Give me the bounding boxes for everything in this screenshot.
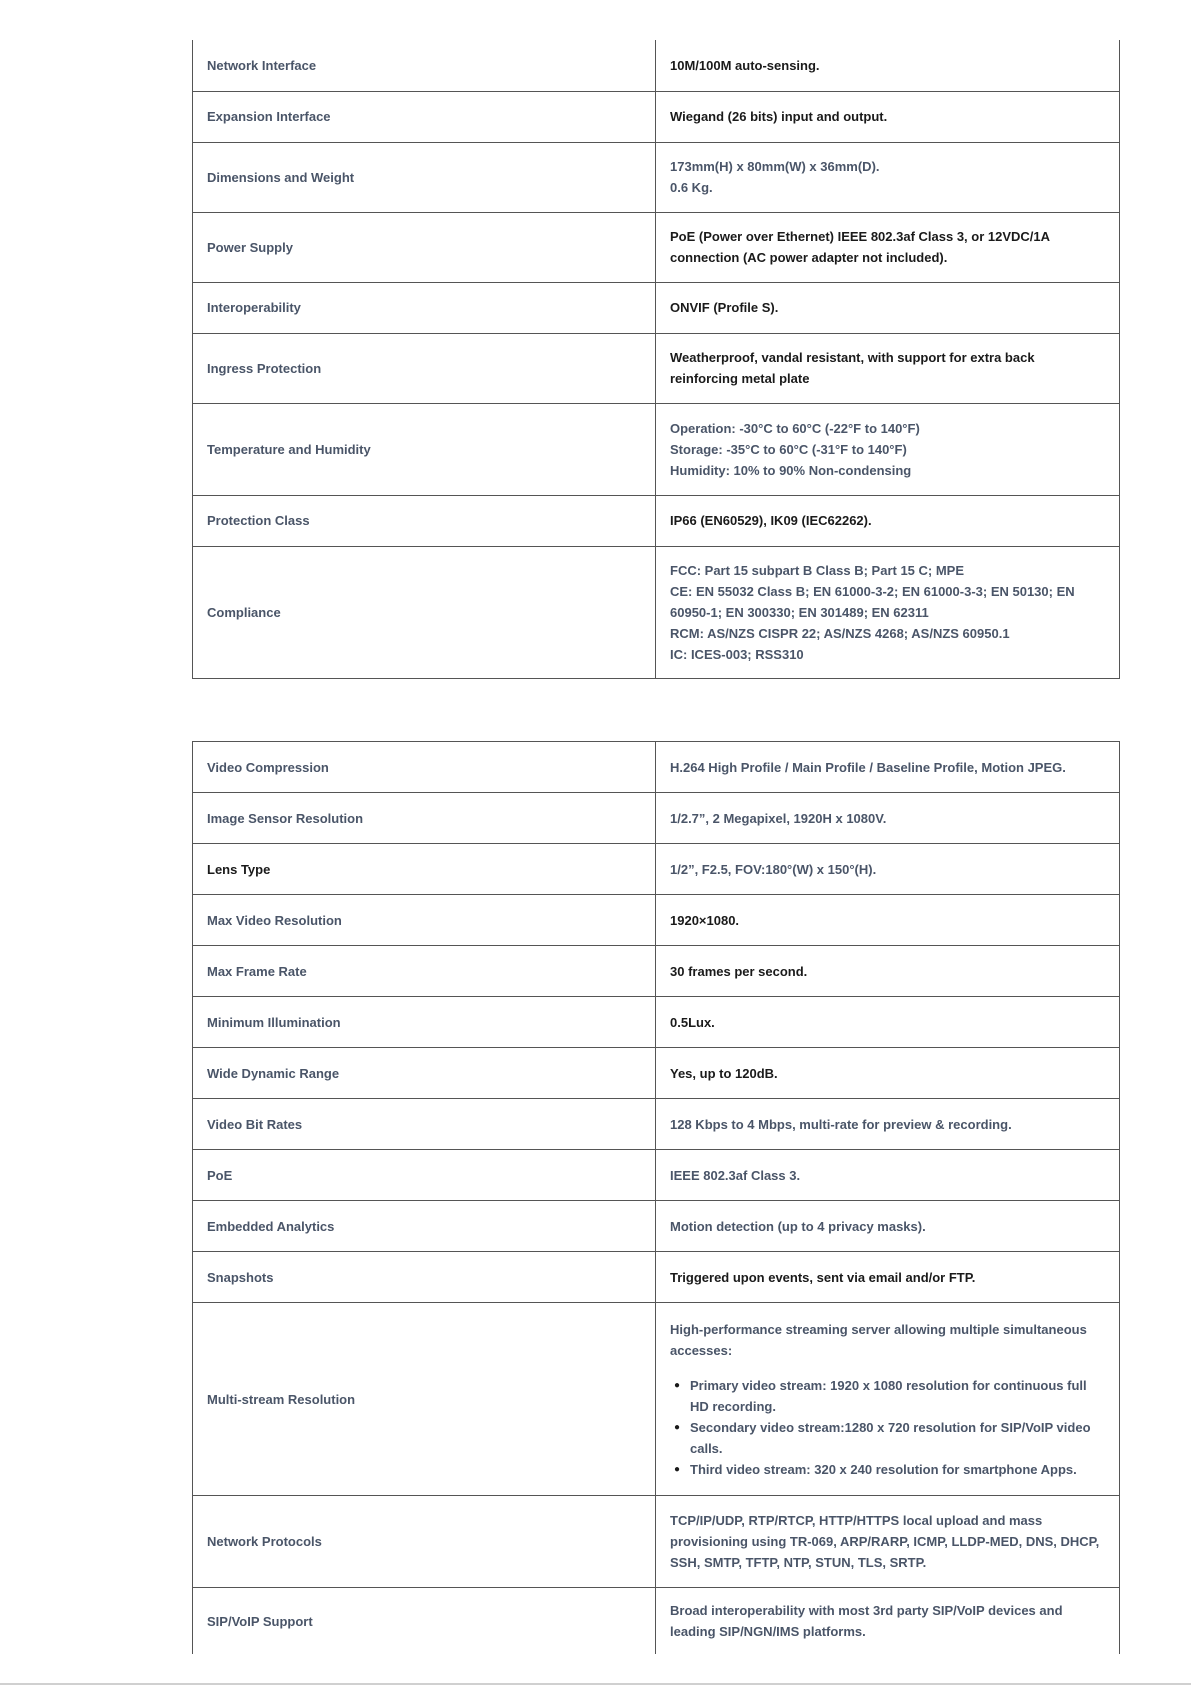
spec-label-text: Snapshots (207, 1269, 274, 1285)
spec-label (193, 946, 656, 997)
spec-row-video-compression (193, 742, 1120, 793)
spec-label-text: Embedded Analytics (207, 1218, 335, 1234)
spec-value (656, 142, 1120, 212)
spec-value-line: Triggered upon events, sent via email and/or FTP. (670, 1269, 976, 1285)
spec-label-text: Power Supply (207, 239, 293, 255)
spec-value (656, 1099, 1120, 1150)
spec-value (656, 946, 1120, 997)
spec-label-text: Max Frame Rate (207, 963, 307, 979)
spec-value-line: Motion detection (up to 4 privacy masks). (670, 1218, 926, 1234)
spec-value-line: 1/2.7”, 2 Megapixel, 1920H x 1080V. (670, 810, 887, 826)
spec-label (193, 895, 656, 946)
spec-label-text: Dimensions and Weight (207, 169, 355, 185)
spec-value-line: Weatherproof, vandal resistant, with support for extra back reinforcing metal plate (670, 350, 1035, 386)
spec-value (656, 1252, 1120, 1303)
spec-value (656, 1588, 1120, 1655)
spec-value (656, 403, 1120, 495)
spec-row-expansion-interface (193, 91, 1120, 142)
spec-row-lens-type (193, 844, 1120, 895)
spec-value-line: 0.5Lux. (670, 1014, 715, 1030)
spec-label (193, 793, 656, 844)
spec-value-line: 30 frames per second. (670, 963, 808, 979)
spec-value (656, 212, 1120, 282)
spec-row-temperature-humidity (193, 403, 1120, 495)
spec-label (193, 142, 656, 212)
spec-row-power-supply (193, 212, 1120, 282)
spec-row-snapshots (193, 1252, 1120, 1303)
spec-label-text: Expansion Interface (207, 109, 331, 124)
spec-value-line: 128 Kbps to 4 Mbps, multi-rate for preview & recording. (670, 1116, 1012, 1132)
spec-value-line: 1/2”, F2.5, FOV:180°(W) x 150°(H). (670, 861, 877, 877)
spec-row-sip-voip-support (193, 1588, 1120, 1655)
stream-list (670, 1375, 1105, 1480)
spec-value (656, 844, 1120, 895)
spec-row-poe (193, 1150, 1120, 1201)
spec-label (193, 333, 656, 403)
spec-label (193, 212, 656, 282)
spec-label (193, 742, 656, 793)
spec-row-embedded-analytics (193, 1201, 1120, 1252)
stream-list-item: ● Primary video stream: 1920 x 1080 resolution for continuous full HD recording. (674, 1375, 1105, 1417)
spec-row-wide-dynamic-range (193, 1048, 1120, 1099)
spec-label-text: Image Sensor Resolution (207, 810, 364, 826)
spec-label (193, 1252, 656, 1303)
spec-label (193, 282, 656, 333)
spec-value (656, 895, 1120, 946)
spec-value (656, 495, 1120, 546)
spec-label (193, 1099, 656, 1150)
spec-value-line: IEEE 802.3af Class 3. (670, 1167, 801, 1183)
spec-label-text: Wide Dynamic Range (207, 1065, 340, 1081)
spec-row-multi-stream-resolution (193, 1303, 1120, 1496)
spec-value (656, 742, 1120, 793)
video-spec-table (192, 741, 1120, 1654)
spec-value-intro: High-performance streaming server allowing multiple simultaneous accesses: (670, 1321, 1087, 1358)
spec-value (656, 1048, 1120, 1099)
spec-label-text: Ingress Protection (207, 360, 322, 376)
spec-value-line: RCM: AS/NZS CISPR 22; AS/NZS 4268; AS/NZS 60950.1 (670, 625, 1010, 641)
spec-label-text: PoE (207, 1167, 233, 1183)
spec-value (656, 282, 1120, 333)
spec-value-line: Storage: -35°C to 60°C (-31°F to 140°F) (670, 441, 907, 457)
spec-label (193, 1496, 656, 1588)
spec-label (193, 1303, 656, 1496)
spec-label (193, 997, 656, 1048)
spec-value-line: IP66 (EN60529), IK09 (IEC62262). (670, 513, 872, 528)
spec-row-video-bit-rates (193, 1099, 1120, 1150)
stream-list-item: ● Third video stream: 320 x 240 resolution for smartphone Apps. (674, 1459, 1105, 1480)
spec-row-compliance (193, 546, 1120, 678)
spec-label-text: Interoperability (207, 300, 301, 315)
spec-value (656, 40, 1120, 91)
spec-value-line: CE: EN 55032 Class B; EN 61000-3-2; EN 61000-3-3; EN 50130; EN 60950-1; EN 300330; EN 301489; EN 62311 (670, 583, 1075, 620)
spec-label (193, 844, 656, 895)
spec-value-line: 0.6 Kg. (670, 180, 713, 195)
spec-label (193, 40, 656, 91)
spec-value-line: TCP/IP/UDP, RTP/RTCP, HTTP/HTTPS local upload and mass provisioning using TR-069, ARP/RARP, ICMP, LLDP-MED, DNS, DHCP, SSH, SMTP, TFTP, NTP, STUN, TLS, SRTP. (670, 1513, 1100, 1570)
stream-list-item: ● Secondary video stream:1280 x 720 resolution for SIP/VoIP video calls. (674, 1417, 1105, 1459)
spec-value-line: ONVIF (Profile S). (670, 300, 779, 315)
spec-row-image-sensor-resolution (193, 793, 1120, 844)
spec-label-text: Minimum Illumination (207, 1014, 341, 1030)
spec-label-text: Compliance (207, 604, 281, 620)
spec-row-dimensions-weight (193, 142, 1120, 212)
spec-label-text: Network Protocols (207, 1534, 322, 1549)
spec-label-text: Network Interface (207, 57, 317, 73)
spec-value-line: Broad interoperability with most 3rd party SIP/VoIP devices and leading SIP/NGN/IMS platforms. (670, 1603, 1063, 1639)
spec-value (656, 91, 1120, 142)
spec-value-line: 1920×1080. (670, 912, 740, 928)
spec-value (656, 793, 1120, 844)
spec-value-line: Operation: -30°C to 60°C (-22°F to 140°F) (670, 420, 920, 436)
spec-row-minimum-illumination (193, 997, 1120, 1048)
spec-row-interoperability (193, 282, 1120, 333)
spec-value (656, 1150, 1120, 1201)
spec-value-line: Humidity: 10% to 90% Non-condensing (670, 462, 912, 478)
spec-row-network-protocols (193, 1496, 1120, 1588)
spec-value (656, 1201, 1120, 1252)
spec-label (193, 495, 656, 546)
spec-value-line: H.264 High Profile / Main Profile / Baseline Profile, Motion JPEG. (670, 759, 1066, 775)
spec-row-protection-class (193, 495, 1120, 546)
hardware-spec-table (192, 40, 1120, 679)
spec-label (193, 1201, 656, 1252)
spec-row-max-frame-rate (193, 946, 1120, 997)
spec-label-text: Video Bit Rates (207, 1116, 303, 1132)
spec-row-max-video-resolution (193, 895, 1120, 946)
spec-label-text: Max Video Resolution (207, 912, 342, 928)
spec-label-text: Protection Class (207, 513, 310, 528)
spec-label (193, 403, 656, 495)
spec-value (656, 997, 1120, 1048)
spec-row-ingress-protection (193, 333, 1120, 403)
spec-value-line: 173mm(H) x 80mm(W) x 36mm(D). (670, 159, 880, 174)
spec-value (656, 1303, 1120, 1496)
spec-row-network-interface (193, 40, 1120, 91)
spec-value-line: 10M/100M auto-sensing. (670, 57, 820, 73)
spec-value (656, 333, 1120, 403)
spec-label (193, 91, 656, 142)
spec-label-text: Lens Type (207, 861, 271, 877)
spec-label (193, 1048, 656, 1099)
spec-label (193, 1588, 656, 1655)
spec-value-line: Yes, up to 120dB. (670, 1065, 778, 1081)
spec-label-text: SIP/VoIP Support (207, 1613, 313, 1629)
spec-value (656, 1496, 1120, 1588)
spec-value-line: FCC: Part 15 subpart B Class B; Part 15 C; MPE (670, 562, 965, 578)
spec-value-line: IC: ICES-003; RSS310 (670, 646, 804, 662)
spec-value (656, 546, 1120, 678)
spec-value-line: Wiegand (26 bits) input and output. (670, 109, 888, 124)
spec-label-text: Temperature and Humidity (207, 441, 371, 457)
spec-label-text: Multi-stream Resolution (207, 1391, 356, 1407)
spec-value-line: PoE (Power over Ethernet) IEEE 802.3af Class 3, or 12VDC/1A connection (AC power adapter not included). (670, 229, 1050, 265)
spec-label (193, 1150, 656, 1201)
spec-label (193, 546, 656, 678)
spec-label-text: Video Compression (207, 759, 329, 775)
